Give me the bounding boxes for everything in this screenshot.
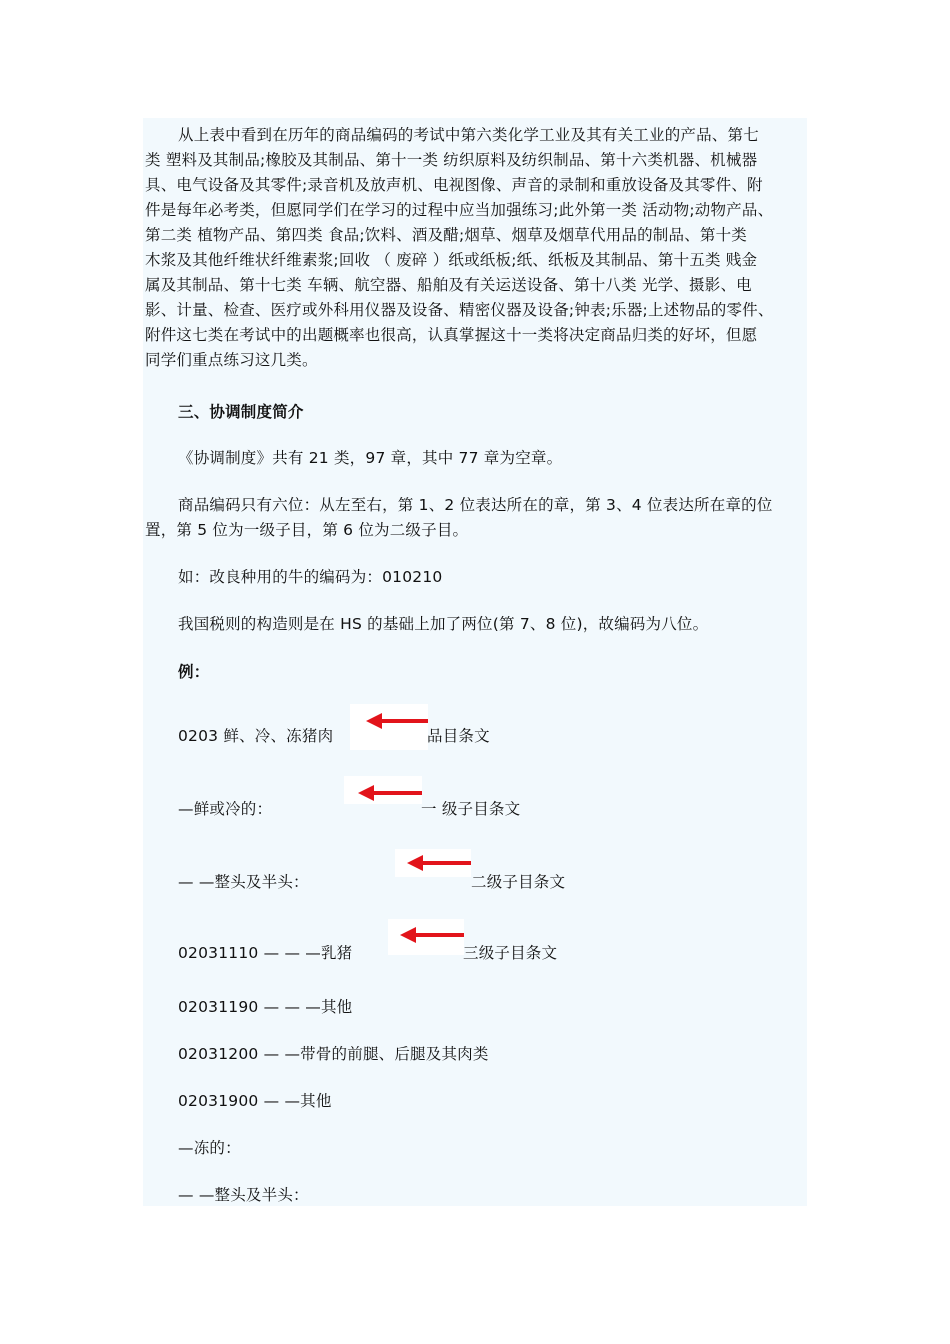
intro-line: 件是每年必考类，但愿同学们在学习的过程中应当加强练习;此外第一类 活动物;动物产品、	[145, 201, 774, 219]
intro-line: 第二类 植物产品、第四类 食品;饮料、酒及醋;烟草、烟草及烟草代用品的制品、第十类	[145, 226, 748, 244]
paragraph-chapters: 《协调制度》共有 21 类，97 章，其中 77 章为空章。	[178, 449, 563, 467]
code-line: — —整头及半头：	[178, 1186, 309, 1204]
example-label: 例：	[178, 663, 210, 681]
section-title: 三、协调制度简介	[178, 403, 304, 421]
example-item-subheading2-text: — —整头及半头：	[178, 873, 309, 891]
intro-line: 属及其制品、第十七类 车辆、航空器、船舶及有关运送设备、第十八类 光学、摄影、电	[145, 276, 752, 294]
paragraph-tariff: 我国税则的构造则是在 HS 的基础上加了两位(第 7、8 位)，故编码为八位。	[178, 615, 709, 633]
example-item-subheading3-text: 02031110 — — —乳猪	[178, 944, 353, 962]
code-line: 02031190 — — —其他	[178, 998, 353, 1016]
paragraph-line: 置，第 5 位为一级子目，第 6 位为二级子目。	[145, 521, 469, 539]
intro-paragraph	[145, 123, 805, 373]
example-item-subheading1-note: 一 级子目条文	[421, 800, 521, 818]
code-line: 02031900 — —其他	[178, 1092, 332, 1110]
paragraph-example-code: 如：改良种用的牛的编码为：010210	[178, 568, 443, 586]
left-arrow-icon	[395, 849, 471, 877]
intro-line: 类 塑料及其制品;橡胶及其制品、第十一类 纺织原料及纺织制品、第十六类机器、机械器	[145, 151, 758, 169]
left-arrow-icon	[344, 776, 422, 804]
intro-line: 木浆及其他纤维状纤维素浆;回收 （ 废碎 ）纸或纸板;纸、纸板及其制品、第十五类 贱金	[145, 251, 758, 269]
paragraph-code-digits	[145, 493, 805, 543]
example-item-subheading2-note: 二级子目条文	[471, 873, 566, 891]
example-item-heading-text: 0203 鲜、冷、冻猪肉	[178, 727, 334, 745]
code-line: —冻的：	[178, 1139, 241, 1157]
paragraph-line: 商品编码只有六位：从左至右，第 1、2 位表达所在的章，第 3、4 位表达所在章的位	[178, 496, 773, 514]
example-item-heading-note: 品目条文	[427, 727, 490, 745]
intro-line: 从上表中看到在历年的商品编码的考试中第六类化学工业及其有关工业的产品、第七	[178, 126, 759, 144]
example-item-subheading3-note: 三级子目条文	[463, 944, 558, 962]
intro-line: 附件这七类在考试中的出题概率也很高，认真掌握这十一类将决定商品归类的好坏，但愿	[145, 326, 758, 344]
intro-line: 影、计量、检查、医疗或外科用仪器及设备、精密仪器及设备;钟表;乐器;上述物品的零件、	[145, 301, 774, 319]
left-arrow-icon	[350, 704, 428, 750]
code-line: 02031200 — —带骨的前腿、后腿及其肉类	[178, 1045, 489, 1063]
example-item-subheading1-text: —鲜或冷的：	[178, 800, 273, 818]
intro-line: 同学们重点练习这几类。	[145, 351, 318, 369]
left-arrow-icon	[388, 919, 464, 955]
intro-line: 具、电气设备及其零件;录音机及放声机、电视图像、声音的录制和重放设备及其零件、附	[145, 176, 763, 194]
